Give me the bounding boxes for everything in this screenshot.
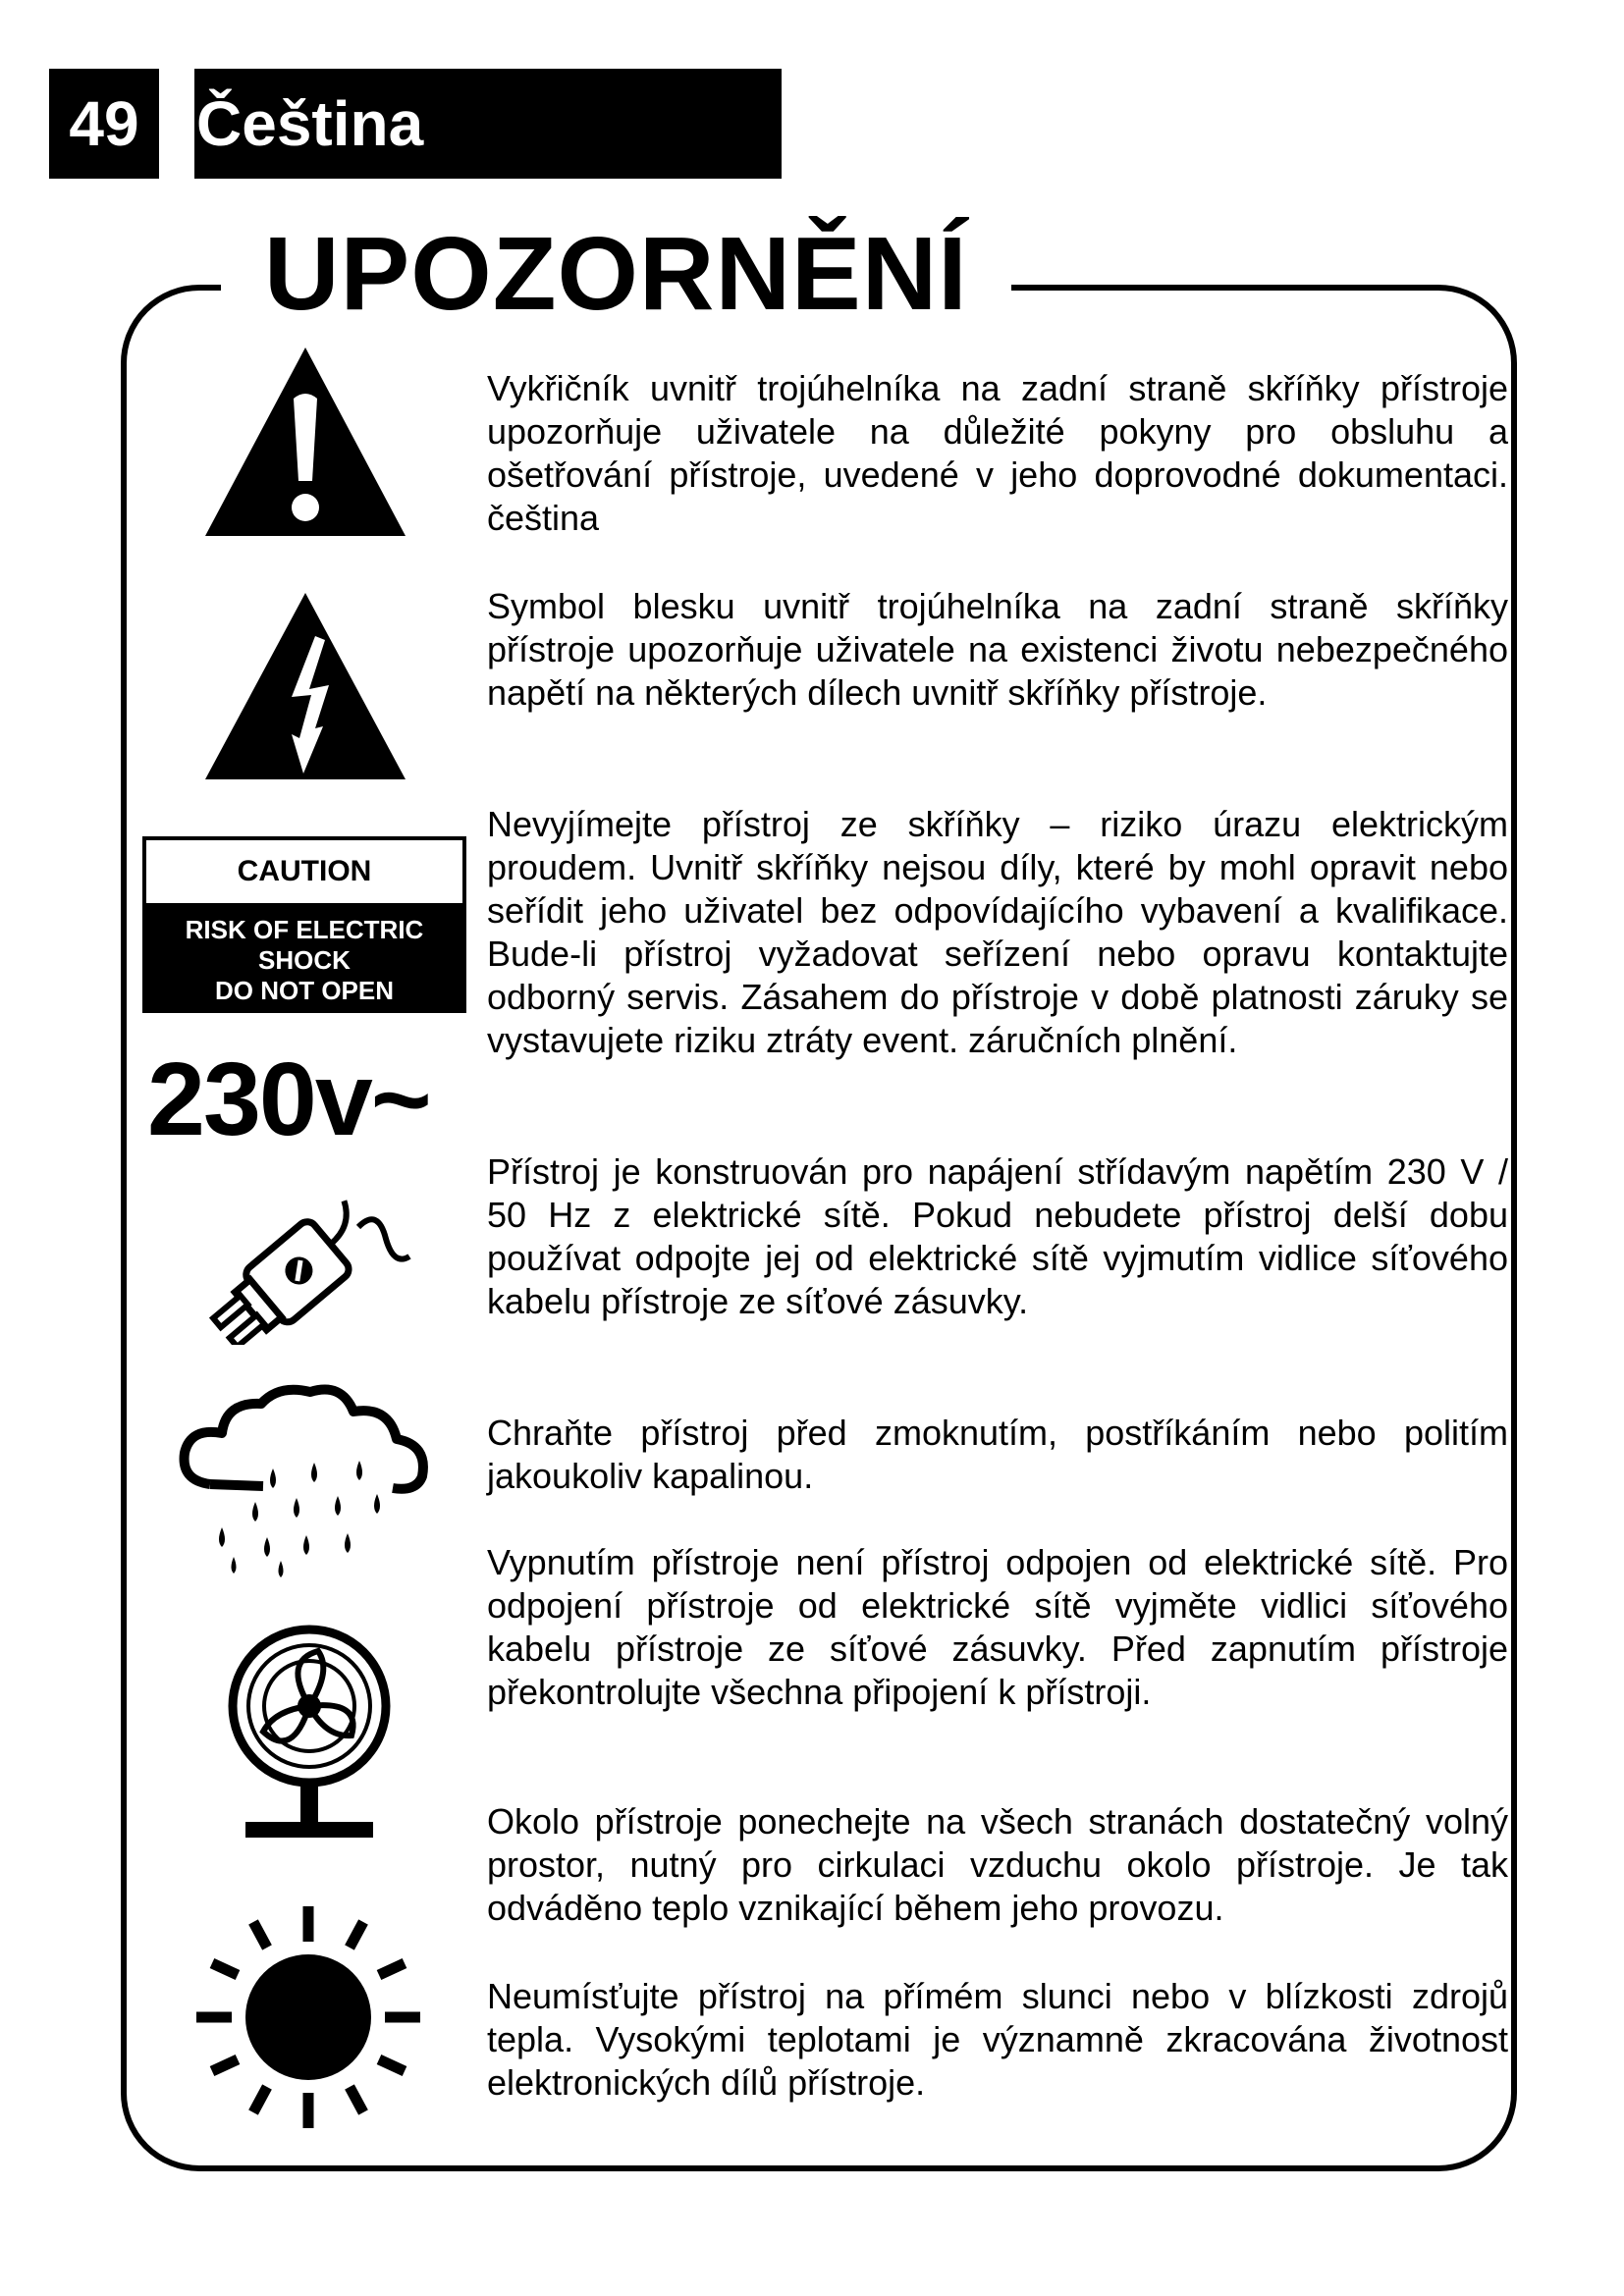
plug-icon	[201, 1188, 412, 1345]
paragraph-do-not-open: Nevyjímejte přístroj ze skříňky – riziko úrazu elektrickým proudem. Uvnitř skříňky nejsou díly, které by mohl opravit nebo seřídit jeho uživatel bez odpovídajícího vybavení a kvalifikace. Bude-li přístroj vyžadovat seřízení nebo opravu kontaktujte odborný servis. Zásahem do přístroje v době platnosti záruky se vystavujete riziku ztráty event. záručních plnění.	[487, 804, 1508, 1060]
caution-line-3: DO NOT OPEN	[214, 976, 394, 1005]
caution-label	[142, 836, 466, 1013]
paragraph-disconnect: Vypnutím přístroje není přístroj odpojen od elektrické sítě. Pro odpojení přístroje od elektrické sítě vyjměte vidlici síťového kabelu přístroje ze síťové zásuvky. Před zapnutím přístroje překontrolujte všechna připojení k přístroji.	[487, 1542, 1508, 1712]
language-heading: Čeština	[194, 69, 782, 179]
sun-icon	[194, 1904, 422, 2130]
page-number: 49	[49, 69, 159, 179]
paragraph-lightning: Symbol blesku uvnitř trojúhelníka na zadní straně skříňky přístroje upozorňuje uživatele na existenci životu nebezpečného napětí na některých dílech uvnitř skříňky přístroje.	[487, 586, 1508, 713]
paragraph-heat: Neumísťujte přístroj na přímém slunci nebo v blízkosti zdrojů tepla. Vysokými teplotami je významně zkracována životnost elektronických dílů přístroje.	[487, 1976, 1508, 2103]
caution-line-2: SHOCK	[258, 945, 351, 975]
caution-line-1: RISK OF ELECTRIC	[185, 915, 424, 944]
exclamation-triangle-icon	[201, 344, 409, 540]
paragraph-ventilation: Okolo přístroje ponechejte na všech stranách dostatečný volný prostor, nutný pro cirkulaci vzduchu okolo přístroje. Je tak odváděno teplo vznikající během jeho provozu.	[487, 1801, 1508, 1928]
paragraph-exclamation: Vykřičník uvnitř trojúhelníka na zadní straně skříňky přístroje upozorňuje uživatele na důležité pokyny pro obsluhu a ošetřování přístroje, uvedené v jeho doprovodné dokumentaci. čeština	[487, 368, 1508, 538]
lightning-triangle-icon	[201, 591, 409, 783]
paragraph-power-supply: Přístroj je konstruován pro napájení střídavým napětím 230 V / 50 Hz z elektrické sítě. Pokud nebudete přístroj delší dobu používat odpojte jej od elektrické sítě vyjmutím vidlice síťového kabelu přístroje ze síťové zásuvky.	[487, 1151, 1508, 1321]
caution-label-title: CAUTION	[146, 840, 462, 903]
page-title: UPOZORNĚNÍ	[221, 210, 1011, 338]
fan-icon	[224, 1622, 395, 1847]
paragraph-moisture: Chraňte přístroj před zmoknutím, postříkáním nebo politím jakoukoliv kapalinou.	[487, 1413, 1508, 1496]
rain-cloud-icon	[175, 1382, 435, 1578]
voltage-label: 230v~	[147, 1041, 430, 1157]
caution-label-warning	[146, 903, 462, 1006]
